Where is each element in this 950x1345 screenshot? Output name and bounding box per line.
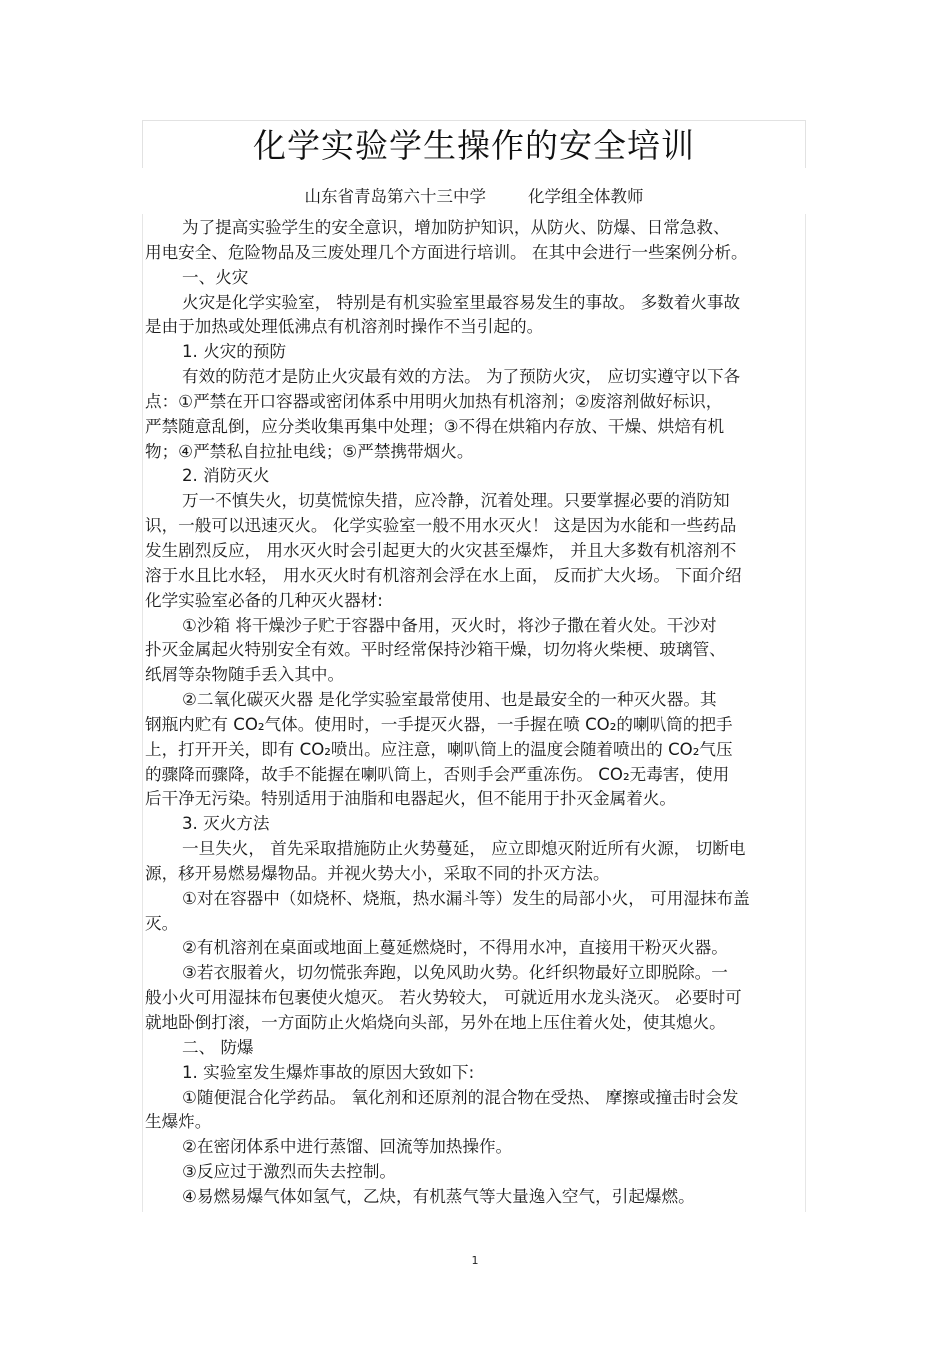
text-line: 生爆炸。 [145,1112,212,1132]
text-line: 就地卧倒打滚，一方面防止火焰烧向头部，另外在地上压住着火处，使其熄火。 [145,1013,726,1032]
text-line: 上，打开开关，即有 CO₂喷出。应注意，喇叭筒上的温度会随着喷出的 CO₂气压 [145,739,733,759]
text-line: ③若衣服着火，切勿慌张奔跑，以免风助火势。化纤织物最好立即脱除。一 [182,963,728,983]
text-line: 1. 火灾的预防 [182,342,287,362]
text-line: ①随便混合化学药品。 氧化剂和还原剂的混合物在受热、 摩擦或撞击时会发 [182,1087,739,1107]
text-line: ①对在容器中（如烧杯、烧瓶，热水漏斗等）发生的局部小火， 可用湿抹布盖 [182,888,750,908]
text-line: 般小火可用湿抹布包裹使火熄灭。 若火势较大， 可就近用水龙头浇灭。 必要时可 [145,988,742,1008]
text-line: 化学实验室必备的几种灭火器材: [145,590,383,610]
text-line: 溶于水且比水轻， 用水灭火时有机溶剂会浮在水上面， 反而扩大火场。 下面介绍 [145,565,742,585]
text-line: 3. 灭火方法 [182,814,270,834]
text-line: 1. 实验室发生爆炸事故的原因大致如下: [182,1062,475,1082]
text-line: 后干净无污染。特别适用于油脂和电器起火，但不能用于扑灭金属着火。 [145,789,676,809]
text-line: 为了提高实验学生的安全意识，增加防护知识，从防火、防爆、日常急救、 [182,218,730,237]
document-title: 化学实验学生操作的安全培训 [253,126,695,165]
text-line: 二、 防爆 [182,1037,254,1057]
text-line: 用电安全、危险物品及三废处理几个方面进行培训。 在其中会进行一些案例分析。 [145,242,748,262]
text-line: 严禁随意乱倒，应分类收集再集中处理；③不得在烘箱内存放、干燥、烘焙有机 [145,416,725,436]
text-line: 点：①严禁在开口容器或密闭体系中用明火加热有机溶剂；②废溶剂做好标识， [145,391,723,411]
text-line: 识，一般可以迅速灭火。 化学实验室一般不用水灭火！ 这是因为水能和一些药品 [145,516,737,536]
text-line: 万一不慎失火，切莫慌惊失措，应冷静，沉着处理。只要掌握必要的消防知 [182,491,730,511]
text-line: 物；④严禁私自拉扯电线；⑤严禁携带烟火。 [145,441,474,461]
text-line: ②二氧化碳灭火器 是化学实验室最常使用、也是最安全的一种灭火器。其 [182,690,717,710]
text-line: 是由于加热或处理低沸点有机溶剂时操作不当引起的。 [145,317,544,337]
text-line: 源，移开易燃易爆物品。并视火势大小，采取不同的扑灭方法。 [145,863,610,883]
text-line: 纸屑等杂物随手丢入其中。 [145,665,345,685]
document-subtitle: 山东省青岛第六十三中学 化学组全体教师 [304,187,644,206]
text-line: ②在密闭体系中进行蒸馏、回流等加热操作。 [182,1137,513,1157]
text-line: 2. 消防灭火 [182,466,270,486]
text-line: 扑灭金属起火特别安全有效。平时经常保持沙箱干燥，切勿将火柴梗、玻璃管、 [145,640,726,660]
text-line: 钢瓶内贮有 CO₂气体。使用时，一手提灭火器，一手握在喷 CO₂的喇叭筒的把手 [145,714,733,734]
text-line: 一旦失火， 首先采取措施防止火势蔓延， 应立即熄灭附近所有火源， 切断电 [182,839,746,859]
text-line: 一、火灾 [182,267,249,287]
text-line: 的骤降而骤降，故手不能握在喇叭筒上，否则手会严重冻伤。 CO₂无毒害，使用 [145,764,730,784]
page-number: 1 [471,1254,479,1267]
text-line: 火灾是化学实验室， 特别是有机实验室里最容易发生的事故。 多数着火事故 [182,292,741,312]
text-line: 发生剧烈反应， 用水灭火时会引起更大的火灾甚至爆炸， 并且大多数有机溶剂不 [145,540,737,560]
text-line: ②有机溶剂在桌面或地面上蔓延燃烧时，不得用水冲，直接用干粉灭火器。 [182,938,728,958]
text-line: ④易燃易爆气体如氢气，乙炔，有机蒸气等大量逸入空气，引起爆燃。 [182,1186,695,1206]
document-body [145,216,805,1210]
text-line: ③反应过于激烈而失去控制。 [182,1162,397,1182]
text-line: ①沙箱 将干燥沙子贮于容器中备用，灭火时，将沙子撒在着火处。干沙对 [182,615,717,635]
text-line: 有效的防范才是防止火灾最有效的方法。 为了预防火灾， 应切实遵守以下各 [182,367,741,387]
text-line: 灭。 [145,913,179,933]
